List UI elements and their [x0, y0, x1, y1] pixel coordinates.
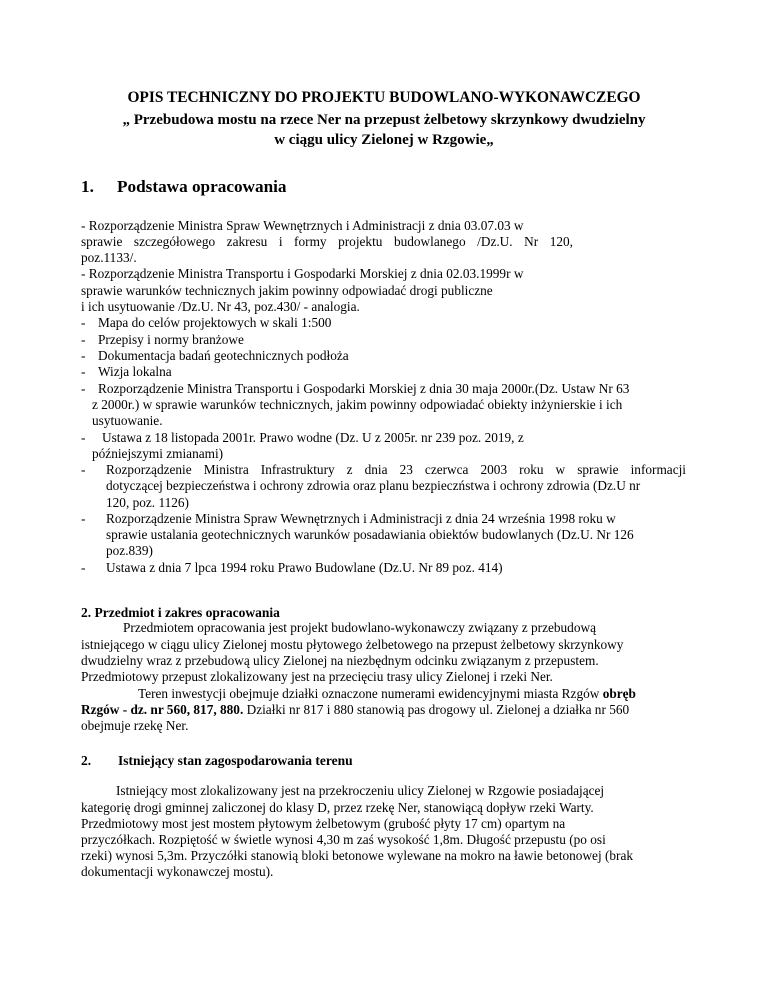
- paragraph-line: Istniejący most zlokalizowany jest na przekroczeniu ulicy Zielonej w Rzgowie posiadającej: [116, 783, 605, 798]
- paragraph-line: obejmuje rzekę Ner.: [81, 718, 189, 733]
- paragraph-line: przyczółkach. Rozpiętość w świetle wynosi 4,30 m zaś wysokość 1,8m. Długość przepustu (po osi: [81, 832, 606, 847]
- paragraph-line: Przedmiotowy most jest mostem płytowym żelbetowym (grubość płyty 17 cm) opartym na: [81, 816, 566, 831]
- list-item: Ustawa z 18 listopada 2001r. Prawo wodne (Dz. U z 2005r. nr 239 poz. 2019, z: [102, 430, 524, 445]
- list-item: Wizja lokalna: [98, 364, 172, 379]
- list-item-cont: sprawie szczegółowego zakresu i formy projektu budowlanego /Dz.U. Nr 120,: [81, 234, 573, 249]
- list-dash: -: [81, 315, 86, 330]
- section-1-title: Podstawa opracowania: [117, 177, 287, 196]
- list-item: Rozporządzenie Ministra Infrastruktury z dnia 23 czerwca 2003 roku w sprawie informacji: [106, 462, 686, 477]
- list-item-cont: dotyczącej bezpieczeństwa i ochrony zdrowia oraz planu bezpieczństwa i ochrony zdrowia (Dz.U nr: [106, 478, 641, 493]
- section-1-heading: [81, 176, 287, 198]
- paragraph-text: Działki nr 817 i 880 stanowią pas drogowy ul. Zielonej a działka nr 560: [243, 702, 630, 717]
- paragraph-line: Przedmiotem opracowania jest projekt budowlano-wykonawczy związany z przebudową: [123, 620, 596, 635]
- list-dash: -: [81, 430, 86, 445]
- list-item: - Rozporządzenie Ministra Spraw Wewnętrznych i Administracji z dnia 03.07.03 w: [81, 218, 524, 233]
- document-title-line-2: „ Przebudowa mostu na rzece Ner na przepust żelbetowy skrzynkowy dwudzielny: [122, 112, 646, 128]
- list-item: - Rozporządzenie Ministra Transportu i Gospodarki Morskiej z dnia 02.03.1999r w: [81, 266, 524, 281]
- list-item: Mapa do celów projektowych w skali 1:500: [98, 315, 332, 330]
- list-item-cont: poz.839): [106, 543, 153, 558]
- section-3-number: 2.: [81, 753, 92, 768]
- list-dash: -: [81, 364, 86, 379]
- paragraph-line: dokumentacji wykonawczej mostu).: [81, 864, 274, 879]
- list-item: Rozporządzenie Ministra Spraw Wewnętrznych i Administracji z dnia 24 września 1998 roku w: [106, 511, 616, 526]
- list-dash: -: [81, 511, 86, 526]
- list-item-cont: poz.1133/.: [81, 250, 137, 265]
- paragraph-line: Przedmiotowy przepust zlokalizowany jest na przecięciu trasy ulicy Zielonej i rzeki Ner.: [81, 669, 553, 684]
- paragraph-line: [138, 686, 636, 703]
- paragraph-bold-text: Rzgów - dz. nr 560, 817, 880.: [81, 702, 244, 717]
- section-3-heading: [81, 752, 353, 769]
- paragraph-line: [81, 702, 629, 719]
- list-item-cont: sprawie warunków technicznych jakim powinny odpowiadać drogi publiczne: [81, 283, 493, 298]
- list-item: Dokumentacja badań geotechnicznych podłoża: [98, 348, 349, 363]
- list-item: Przepisy i normy branżowe: [98, 332, 244, 347]
- list-item-cont: późniejszymi zmianami): [92, 446, 224, 461]
- list-dash: -: [81, 381, 86, 396]
- list-item: Ustawa z dnia 7 lpca 1994 roku Prawo Budowlane (Dz.U. Nr 89 poz. 414): [106, 560, 503, 575]
- paragraph-line: kategorię drogi gminnej zaliczonej do klasy D, przez rzekę Ner, stanowiącą dopływ rzeki Warty.: [81, 800, 594, 815]
- paragraph-line: istniejącego w ciągu ulicy Zielonej mostu płytowego żelbetowego na przepust żelbetowy skrzynkowy: [81, 637, 624, 652]
- list-dash: -: [81, 348, 86, 363]
- paragraph-line: rzeki) wynosi 5,3m. Przyczółki stanowią bloki betonowe wylewane na mokro na ławie betonowej (brak: [81, 848, 634, 863]
- paragraph-bold-text: obręb: [602, 686, 636, 701]
- paragraph-line: dwudzielny wraz z przebudową ulicy Zielonej na niezbędnym odcinku związanym z przepustem.: [81, 653, 599, 668]
- list-item-cont: z 2000r.) w sprawie warunków technicznych, jakim powinny odpowiadać obiekty inżynierskie i ich: [92, 397, 623, 412]
- list-dash: -: [81, 332, 86, 347]
- document-title-line-3: w ciągu ulicy Zielonej w Rzgowie„: [274, 132, 494, 148]
- section-2-heading: 2. Przedmiot i zakres opracowania: [81, 605, 280, 620]
- section-3-title: Istniejący stan zagospodarowania terenu: [118, 753, 353, 768]
- list-item-cont: 120, poz. 1126): [106, 495, 189, 510]
- paragraph-text: Teren inwestycji obejmuje działki oznaczone numerami ewidencyjnymi miasta Rzgów: [138, 686, 600, 701]
- list-item: Rozporządzenie Ministra Transportu i Gospodarki Morskiej z dnia 30 maja 2000r.(Dz. Ustaw Nr 63: [98, 381, 630, 396]
- list-item-cont: sprawie ustalania geotechnicznych warunków posadawiania obiektów budowlanych (Dz.U. Nr 126: [106, 527, 634, 542]
- list-item-cont: usytuowanie.: [92, 413, 163, 428]
- list-dash: -: [81, 560, 86, 575]
- section-1-number: 1.: [81, 177, 94, 196]
- document-title-line-1: OPIS TECHNICZNY DO PROJEKTU BUDOWLANO-WYKONAWCZEGO: [127, 89, 641, 106]
- list-dash: -: [81, 462, 86, 477]
- list-item-cont: i ich usytuowanie /Dz.U. Nr 43, poz.430/ - analogia.: [81, 299, 360, 314]
